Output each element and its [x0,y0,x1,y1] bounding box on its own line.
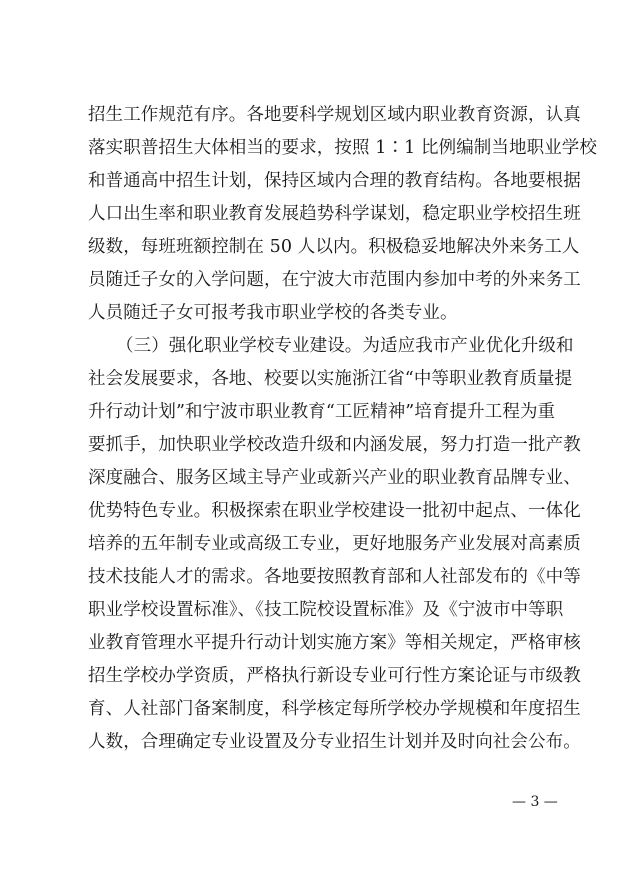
text-line: 招生学校办学资质，严格执行新设专业可行性方案论证与市级教 [88,666,581,686]
text-line: 培养的五年制专业或高级工专业，更好地服务产业发展对高素质 [88,534,581,554]
text-line: 人数，合理确定专业设置及分专业招生计划并及时向社会公布。 [88,732,581,752]
text-line: 要抓手，加快职业学校改造升级和内涵发展，努力打造一批产教 [88,435,581,455]
text-line: 社会发展要求，各地、校要以实施浙江省“中等职业教育质量提 [88,369,573,389]
text-line: 优势特色专业。积极探索在职业学校建设一批初中起点、一体化 [88,501,581,521]
text-line: 人口出生率和职业教育发展趋势科学谋划，稳定职业学校招生班 [88,204,581,224]
text-line: 和普通高中招生计划，保持区域内合理的教育结构。各地要根据 [88,171,581,191]
text-line: 育、人社部门备案制度，科学核定每所学校办学规模和年度招生 [88,699,581,719]
text-line: 业教育管理水平提升行动计划实施方案》等相关规定，严格审核 [88,633,581,653]
page-number: — 3 — [512,794,558,810]
text-line: 员随迁子女的入学问题，在宁波大市范围内参加中考的外来务工 [88,270,581,290]
text-line: 深度融合、服务区域主导产业或新兴产业的职业教育品牌专业、 [88,468,581,488]
text-line: 技术技能人才的需求。各地要按照教育部和人社部发布的《中等 [88,567,581,587]
text-line: 级数，每班班额控制在 50 人以内。积极稳妥地解决外来务工人 [88,237,580,257]
text-line: 招生工作规范有序。各地要科学规划区域内职业教育资源，认真 [88,105,581,125]
text-line: 职业学校设置标准》、《技工院校设置标准》及《宁波市中等职 [88,600,564,620]
text-line: 落实职普招生大体相当的要求，按照 1∶1 比例编制当地职业学校 [88,138,597,158]
text-line: 人员随迁子女可报考我市职业学校的各类专业。 [88,303,458,323]
text-line: 升行动计划”和宁波市职业教育“工匠精神”培育提升工程为重 [88,402,556,422]
section-heading-line: （三）强化职业学校专业建设。为适应我市产业优化升级和 [116,336,574,356]
